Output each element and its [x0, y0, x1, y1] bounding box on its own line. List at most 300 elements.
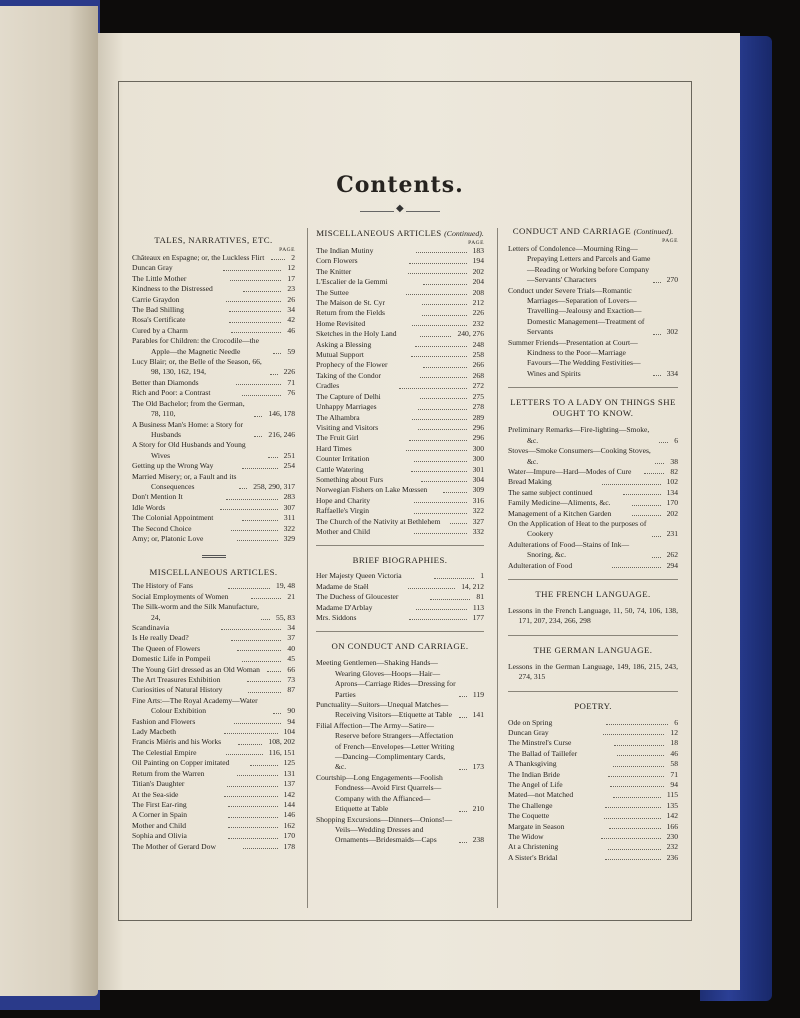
page-column-label: PAGE [468, 240, 484, 246]
misc-articles-list [132, 581, 295, 852]
toc-entry [132, 263, 295, 273]
toc-entry [508, 853, 678, 863]
toc-entry [508, 749, 678, 759]
entry-page-number: 296 [472, 422, 484, 432]
entry-title: Taking of the Condor [316, 370, 382, 380]
entry-page-number: 322 [472, 506, 484, 516]
entry-title: Corn Flowers [316, 256, 358, 266]
entry-title: The Coquette [508, 811, 550, 821]
toc-entry [132, 685, 295, 695]
entry-title: A Sister's Bridal [508, 852, 558, 862]
entry-page-number: 17 [287, 273, 295, 283]
section-heading [508, 226, 678, 237]
toc-entry [316, 465, 484, 475]
toc-entry [132, 758, 295, 768]
entry-page-number: 309 [472, 485, 484, 495]
toc-entry [316, 413, 484, 423]
entry-page-number: 113 [472, 602, 485, 612]
entry-title: Letters of Condolence—Mourning Ring—Prepaying Letters and Parcels and Game—Reading or Working before Company—Servants' Characters [508, 244, 651, 285]
entry-title: The Minstrel's Curse [508, 738, 572, 748]
toc-entry [132, 696, 295, 717]
section-heading: POETRY. [574, 700, 612, 711]
toc-entry [132, 440, 295, 461]
entry-title: Getting up the Wrong Way [132, 461, 214, 471]
tales-list [132, 253, 295, 544]
toc-entry [508, 822, 678, 832]
entry-page-number: 166 [666, 821, 678, 831]
entry-page-number: 294 [666, 560, 679, 570]
entry-title: The Mother of Gerard Dow [132, 841, 216, 851]
entry-title: The Capture of Delhi [316, 391, 381, 401]
entry-page-number: 216, 246 [268, 429, 295, 439]
toc-entry [316, 340, 484, 350]
german-lessons-entry: Lessons in the German Language, 149, 186, 215, 243, 274, 315 [508, 661, 678, 682]
entry-page-number: 240, 276 [457, 329, 485, 339]
entry-title: Cattle Watering [316, 464, 364, 474]
entry-title: Sketches in the Holy Land [316, 329, 397, 339]
toc-entry [132, 602, 295, 623]
entry-title: The Suttee [316, 287, 349, 297]
entry-page-number: 296 [472, 433, 484, 443]
entry-title: The History of Fans [132, 581, 193, 591]
entry-title: The Colonial Appointment [132, 513, 214, 523]
toc-entry [508, 519, 678, 540]
toc-entry [132, 665, 295, 675]
entry-page-number: 131 [283, 768, 295, 778]
entry-title: Duncan Gray [508, 728, 549, 737]
entry-title: Rich and Poor: a Contrast [132, 388, 211, 398]
toc-entry [316, 700, 484, 721]
entry-page-number: 125 [283, 758, 295, 768]
section-rule [508, 387, 678, 388]
toc-entry [508, 811, 678, 821]
toc-entry [132, 748, 295, 758]
section-heading: TALES, NARRATIVES, ETC. [154, 235, 273, 245]
section-rule [508, 579, 678, 580]
entry-page-number: 231 [666, 529, 678, 539]
entry-page-number: 258 [472, 350, 484, 360]
entry-page-number: 12 [670, 728, 679, 737]
toc-entry [132, 623, 295, 633]
poetry-list [508, 718, 678, 864]
entry-page-number: 334 [666, 368, 678, 378]
entry-page-number: 108, 202 [268, 737, 295, 747]
entry-page-number: 236 [666, 852, 679, 862]
entry-page-number: 73 [287, 675, 296, 685]
entry-title: Something about Furs [316, 474, 384, 484]
toc-entry [316, 371, 484, 381]
entry-page-number: 266 [472, 360, 485, 370]
toc-entry [508, 832, 678, 842]
entry-title: The Knitter [316, 266, 352, 276]
section-heading [316, 228, 484, 239]
entry-title: Better than Diamonds [132, 377, 199, 387]
toc-entry [508, 338, 678, 380]
entry-page-number: 162 [283, 820, 296, 830]
section-rule [316, 631, 484, 632]
entry-page-number: 302 [666, 327, 678, 337]
entry-title: Idle Words [132, 502, 166, 512]
entry-page-number: 254 [283, 461, 295, 471]
toc-entry [316, 454, 484, 464]
toc-entry [132, 388, 295, 398]
toc-entry [316, 444, 484, 454]
toc-entry [132, 492, 295, 502]
entry-title: Prophecy of the Flower [316, 360, 388, 370]
entry-page-number: 283 [283, 492, 295, 502]
toc-entry [316, 571, 484, 581]
entry-page-number: 268 [472, 370, 485, 380]
entry-page-number: 327 [472, 516, 484, 526]
entry-page-number: 94 [287, 716, 295, 726]
toc-entry [316, 582, 484, 592]
toc-entry [132, 472, 295, 493]
entry-title: Preliminary Remarks—Fire-lighting—Smoke, &c. [508, 425, 650, 445]
entry-title: Norwegian Fishers on Lake Mœssen [316, 485, 428, 495]
toc-entry [132, 769, 295, 779]
entry-title: Asking a Blessing [316, 339, 372, 349]
toc-entry [132, 378, 295, 388]
entry-page-number: 119 [472, 689, 484, 699]
entry-title: Fine Arts:—The Royal Academy—Water Colour Exhibition [132, 695, 258, 716]
entry-page-number: 116, 151 [268, 747, 296, 757]
toc-entry [508, 509, 678, 519]
toc-entry [132, 524, 295, 534]
entry-page-number: 170 [283, 831, 296, 841]
entry-page-number: 329 [283, 533, 296, 543]
entry-page-number: 316 [472, 495, 485, 505]
entry-title: On the Application of Heat to the purposes of Cookery [508, 518, 647, 539]
entry-page-number: 146, 178 [268, 409, 295, 419]
entry-title: Madame de Staël [316, 581, 369, 591]
toc-entry [316, 815, 484, 846]
section-rule [508, 691, 678, 692]
entry-title: Adulterations of Food—Stains of Ink—Snoring, &c. [508, 539, 630, 560]
entry-page-number: 307 [283, 502, 295, 512]
entry-title: Duncan Gray [132, 263, 173, 273]
entry-title: Social Employments of Women [132, 591, 229, 601]
toc-entry [132, 326, 295, 336]
entry-title: Francis Miéris and his Works [132, 737, 222, 747]
entry-page-number: 248 [472, 339, 485, 349]
entry-title: Conduct under Severe Trials—Romantic Marriages—Separation of Lovers—Travelling—Jealousy and Exaction—Domestic Management—Treatment of Servants [508, 285, 645, 337]
entry-page-number: 134 [666, 487, 679, 497]
entry-title: A Business Man's Home: a Story for Husbands [132, 419, 244, 439]
toc-entry [132, 461, 295, 471]
section-heading: MISCELLANEOUS ARTICLES. [149, 567, 278, 578]
toc-entry [316, 506, 484, 516]
entry-page-number: 194 [472, 256, 485, 266]
entry-page-number: 37 [287, 633, 295, 643]
section-divider [202, 555, 226, 558]
section-heading: THE FRENCH LANGUAGE. [535, 588, 651, 599]
toc-entry [132, 581, 295, 591]
entry-page-number: 18 [670, 738, 679, 748]
entry-title: Return from the Warren [132, 768, 205, 778]
entry-page-number: 278 [472, 402, 485, 412]
entry-title: The Church of the Nativity at Bethlehem [316, 516, 441, 526]
contents-column-3 [508, 226, 678, 863]
entry-page-number: 170 [666, 498, 678, 508]
toc-entry [316, 288, 484, 298]
entry-title: Madame D'Arblay [316, 602, 373, 612]
entry-page-number: 226 [283, 367, 295, 377]
entry-page-number: 6 [674, 435, 678, 445]
toc-entry [316, 721, 484, 773]
toc-entry [132, 336, 295, 357]
entry-title: The Maison de St. Cyr [316, 298, 385, 308]
toc-entry [132, 831, 295, 841]
entry-title: Filial Affection—The Army—Satire—Reserve before Strangers—Affectation of French—Envelopes—Letter Writing—Dancing—Complimentary Cards, &c. [316, 720, 455, 772]
entry-page-number: 1 [480, 571, 485, 581]
entry-title: Domestic Life in Pompeii [132, 654, 211, 664]
toc-entry [316, 658, 484, 700]
entry-page-number: 55, 83 [276, 612, 295, 622]
toc-entry [508, 790, 678, 800]
toc-entry [316, 402, 484, 412]
toc-entry [316, 246, 484, 256]
entry-title: Shopping Excursions—Dinners—Onions!—Veils—Wedding Dresses and Ornaments—Bridesmaids—Caps [316, 814, 453, 845]
entry-page-number: 66 [287, 664, 295, 674]
entry-title: The Fruit Girl [316, 433, 359, 443]
toc-entry [508, 759, 678, 769]
entry-page-number: 300 [472, 443, 484, 453]
toc-entry [508, 286, 678, 338]
entry-title: Unhappy Marriages [316, 402, 377, 412]
entry-title: Lucy Blair; or, the Belle of the Season, 66, 98, 130, 162, 194, [132, 357, 262, 377]
entry-title: Mated—not Matched [508, 790, 574, 800]
entry-page-number: 42 [287, 315, 296, 325]
entry-page-number: 142 [666, 811, 679, 821]
entry-page-number: 90 [287, 706, 295, 716]
entry-title: Mrs. Siddons [316, 613, 357, 622]
contents-column-2 [316, 226, 484, 846]
entry-title: L'Escalier de la Gemmi [316, 277, 388, 287]
toc-entry [316, 496, 484, 506]
entry-title: The Alhambra [316, 412, 360, 422]
entry-page-number: 275 [472, 391, 485, 401]
entry-page-number: 34 [287, 305, 296, 315]
entry-title: The Indian Mutiny [316, 246, 374, 255]
entry-title: The Bad Shilling [132, 305, 184, 315]
title-ornament [360, 206, 440, 216]
toc-entry [316, 603, 484, 613]
toc-entry [316, 613, 484, 623]
entry-title: Carrie Graydon [132, 294, 180, 304]
entry-title: A Thanksgiving [508, 759, 557, 769]
entry-title: Is He really Dead? [132, 633, 189, 643]
entry-title: Oil Painting on Copper imitated [132, 758, 230, 768]
entry-page-number: 204 [472, 277, 485, 287]
entry-title: Bread Making [508, 477, 552, 487]
toc-entry [316, 392, 484, 402]
entry-title: Sophia and Olivia [132, 831, 187, 841]
toc-entry [316, 527, 484, 537]
entry-page-number: 177 [472, 613, 485, 622]
toc-entry [132, 284, 295, 294]
toc-entry [316, 298, 484, 308]
entry-page-number: 102 [666, 477, 679, 487]
toc-entry [132, 737, 295, 747]
entry-page-number: 12 [287, 263, 296, 273]
toc-entry [132, 420, 295, 441]
entry-title: Titian's Daughter [132, 779, 185, 789]
entry-title: At a Christening [508, 842, 559, 852]
toc-entry [132, 315, 295, 325]
entry-title: Water—Impure—Hard—Modes of Cure [508, 466, 632, 476]
entry-title: A Corner in Spain [132, 810, 188, 820]
toc-entry [132, 253, 295, 263]
misc-articles-continued-list [316, 246, 484, 537]
entry-page-number: 59 [287, 346, 295, 356]
section-rule [316, 545, 484, 546]
entry-title: Management of a Kitchen Garden [508, 508, 612, 518]
entry-page-number: 76 [287, 388, 295, 398]
toc-entry [132, 503, 295, 513]
entry-title: The Indian Bride [508, 769, 560, 779]
entry-title: Counter Irritation [316, 454, 370, 464]
entry-title: The Second Choice [132, 523, 192, 533]
entry-page-number: 21 [287, 591, 296, 601]
entry-title: Lady Macbeth [132, 727, 177, 737]
continued-label: (Continued). [444, 229, 484, 238]
entry-title: Fashion and Flowers [132, 716, 196, 726]
entry-title: Kindness to the Distressed [132, 284, 213, 294]
entry-title: The Art Treasures Exhibition [132, 675, 221, 685]
entry-page-number: 230 [666, 832, 678, 842]
toc-entry [132, 800, 295, 810]
entry-title: Adulteration of Food [508, 560, 573, 570]
entry-title: The Young Girl dressed as an Old Woman [132, 664, 260, 674]
entry-title: Her Majesty Queen Victoria [316, 571, 402, 581]
entry-page-number: 289 [472, 412, 484, 422]
entry-page-number: 19, 48 [276, 581, 296, 591]
entry-page-number: 232 [472, 318, 484, 328]
entry-title: Mother and Child [132, 820, 186, 830]
entry-page-number: 46 [287, 325, 296, 335]
entry-title: The Duchess of Gloucester [316, 592, 399, 602]
toc-entry [316, 350, 484, 360]
entry-page-number: 82 [670, 466, 679, 476]
entry-title: Scandinavia [132, 623, 170, 632]
toc-entry [316, 277, 484, 287]
entry-title: The Widow [508, 832, 544, 842]
entry-page-number: 46 [670, 748, 678, 758]
toc-entry [508, 801, 678, 811]
contents-column-1 [132, 226, 295, 852]
toc-entry [132, 513, 295, 523]
entry-title: Visiting and Visitors [316, 422, 379, 432]
toc-entry [132, 357, 295, 378]
page-title: Contents. [336, 172, 464, 198]
entry-page-number: 137 [283, 779, 295, 789]
toc-entry [132, 534, 295, 544]
entry-title: Hope and Charity [316, 495, 370, 505]
toc-entry [132, 842, 295, 852]
toc-entry [508, 728, 678, 738]
toc-entry [508, 770, 678, 780]
toc-entry [132, 727, 295, 737]
entry-title: The Celestial Empire [132, 747, 197, 757]
left-page-edge [0, 6, 98, 996]
entry-page-number: 6 [674, 717, 678, 727]
entry-title: Curiosities of Natural History [132, 685, 223, 695]
toc-entry [508, 738, 678, 748]
entry-page-number: 272 [472, 381, 484, 391]
section-heading: LETTERS TO A LADY ON THINGS SHE OUGHT TO KNOW. [510, 397, 676, 419]
entry-page-number: 94 [670, 780, 678, 790]
toc-entry [132, 790, 295, 800]
entry-page-number: 87 [287, 685, 296, 695]
entry-page-number: 23 [287, 284, 295, 294]
entry-title: Cured by a Charm [132, 325, 188, 335]
entry-title: Return from the Fields [316, 308, 385, 318]
entry-page-number: 262 [666, 550, 678, 560]
entry-page-number: 40 [287, 643, 295, 653]
continued-label: (Continued). [633, 227, 674, 236]
entry-title: The Silk-worm and the Silk Manufacture, 24, [132, 602, 259, 622]
section-heading: ON CONDUCT AND CARRIAGE. [331, 641, 469, 652]
toc-entry [132, 717, 295, 727]
entry-page-number: 238 [472, 835, 484, 845]
entry-page-number: 270 [666, 275, 678, 285]
letters-list [508, 425, 678, 571]
toc-entry [132, 675, 295, 685]
entry-title: The Queen of Flowers [132, 643, 201, 653]
entry-title: The Challenge [508, 800, 553, 810]
biographies-list [316, 571, 484, 623]
toc-entry [316, 423, 484, 433]
toc-entry [132, 633, 295, 643]
entry-page-number: 232 [666, 842, 679, 852]
entry-title: Hard Times [316, 443, 352, 453]
toc-entry [316, 485, 484, 495]
entry-title: The Little Mother [132, 273, 187, 283]
entry-title: Amy; or, Platonic Love [132, 533, 204, 543]
entry-page-number: 144 [283, 799, 296, 809]
entry-page-number: 14, 212 [461, 581, 484, 591]
entry-page-number: 71 [670, 769, 678, 779]
entry-page-number: 71 [287, 377, 295, 387]
entry-page-number: 141 [472, 710, 484, 720]
entry-page-number: 258, 290, 317 [253, 481, 295, 491]
toc-entry [132, 779, 295, 789]
entry-title: Punctuality—Suitors—Unequal Matches—Receiving Visitors—Etiquette at Table [316, 700, 453, 720]
toc-entry [132, 295, 295, 305]
entry-title: Rosa's Certificate [132, 315, 186, 325]
toc-entry [132, 274, 295, 284]
section-heading-text: CONDUCT AND CARRIAGE [512, 226, 632, 236]
toc-entry [316, 381, 484, 391]
entry-page-number: 226 [472, 308, 485, 318]
entry-title: Mother and Child [316, 526, 370, 536]
entry-page-number: 58 [670, 759, 679, 769]
entry-title: The First Ear-ring [132, 799, 187, 809]
entry-title: Stoves—Smoke Consumers—Cooking Stoves, &c. [508, 446, 651, 466]
entry-title: Home Revisited [316, 318, 366, 328]
entry-page-number: 45 [287, 654, 296, 664]
entry-page-number: 81 [476, 592, 485, 602]
section-heading: BRIEF BIOGRAPHIES. [352, 555, 448, 566]
entry-page-number: 301 [472, 464, 484, 474]
entry-title: The Old Bachelor; from the German, 78, 110, [132, 398, 245, 419]
toc-entry [316, 475, 484, 485]
toc-entry [508, 244, 678, 286]
toc-entry [508, 425, 678, 446]
page-column-label: PAGE [662, 238, 678, 244]
conduct-continued-list [508, 244, 678, 379]
entry-title: Mutual Support [316, 350, 364, 360]
